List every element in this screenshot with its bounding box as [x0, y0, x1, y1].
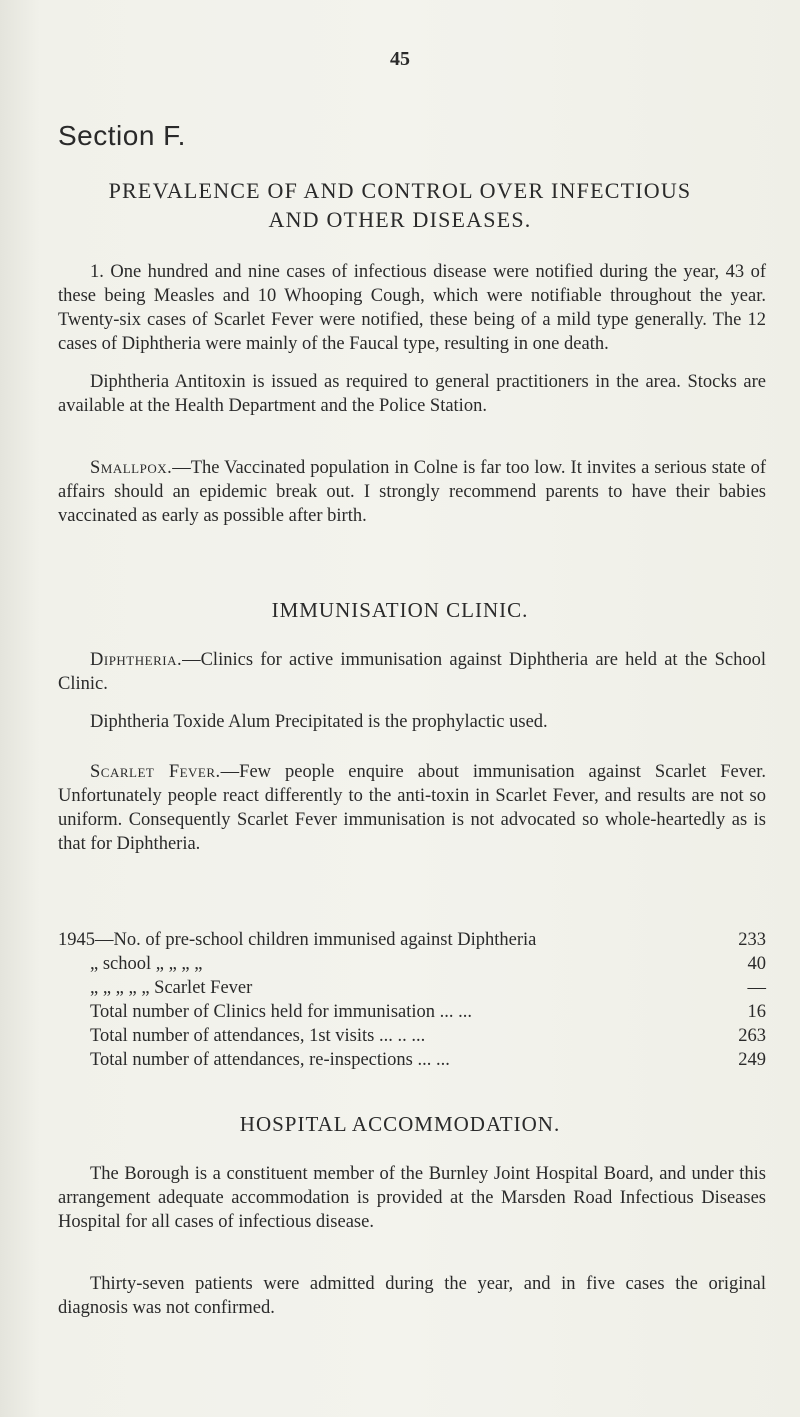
stat-label: „ school „ „ „ „	[90, 954, 203, 974]
paragraph-diphtheria-antitoxin: Diphtheria Antitoxin is issued as required to general practitioners in the area. Stocks are available at the Health Department and the Police Station.	[58, 372, 766, 416]
stat-value: 40	[747, 954, 766, 974]
stat-row	[58, 1048, 766, 1072]
stat-value: 263	[738, 1026, 766, 1046]
main-heading	[0, 176, 800, 234]
stat-row	[58, 952, 766, 976]
stat-label: 1945—No. of pre-school children immunised against Diphtheria	[58, 930, 537, 950]
stat-value: 233	[738, 930, 766, 950]
smallpox-lead: Smallpox.	[90, 458, 173, 478]
stat-row	[58, 928, 766, 952]
paragraph-toxide: Diphtheria Toxide Alum Precipitated is the prophylactic used.	[90, 712, 548, 732]
main-heading-line2: AND OTHER DISEASES.	[268, 207, 532, 232]
stat-label: Total number of attendances, re-inspections ... ...	[90, 1050, 450, 1070]
smallpox-body: —The Vaccinated population in Colne is far too low. It invites a serious state of affairs should an epidemic break out. I strongly recommend parents to have their babies vaccinated as early as possible after birth.	[58, 458, 766, 526]
stat-label: Total number of Clinics held for immunisation ... ...	[90, 1002, 473, 1022]
stat-value: —	[747, 978, 766, 998]
immunisation-stats-table	[58, 928, 766, 1072]
paragraph-admissions: Thirty-seven patients were admitted during the year, and in five cases the original diagnosis was not confirmed.	[58, 1274, 766, 1318]
paragraph-smallpox	[58, 456, 766, 528]
scarlet-fever-body: —Few people enquire about immunisation against Scarlet Fever. Unfortunately people react differently to the anti-toxin in Scarlet Fever, and results are not so uniform. Consequently Scarlet Fever immunisation is not advocated so whole-heartedly as is that for Diphtheria.	[58, 762, 766, 854]
stat-label: „ „ „ „ „ Scarlet Fever	[90, 978, 253, 998]
stat-row	[58, 1024, 766, 1048]
page-number: 45	[390, 48, 410, 70]
stat-row	[58, 976, 766, 1000]
paragraph-infectious-cases: 1. One hundred and nine cases of infectious disease were notified during the year, 43 of these being Measles and 10 Whooping Cough, which were notifiable throughout the year. Twenty-six cases of Scarlet Fever were notified, these being of a mild type generally. The 12 cases of Diphtheria were mainly of the Faucal type, resulting in one death.	[58, 262, 766, 354]
stat-value: 249	[738, 1050, 766, 1070]
paragraph-diphtheria-clinics	[58, 648, 766, 696]
diphtheria-body: —Clinics for active immunisation against Diphtheria are held at the School Clinic.	[58, 650, 766, 694]
scarlet-fever-lead: Scarlet Fever.	[90, 762, 221, 782]
stat-label: Total number of attendances, 1st visits ... .. ...	[90, 1026, 426, 1046]
section-title: Section F.	[58, 120, 186, 151]
hospital-heading: HOSPITAL ACCOMMODATION.	[239, 1112, 561, 1136]
immunisation-heading: IMMUNISATION CLINIC.	[271, 598, 529, 622]
main-heading-line1: PREVALENCE OF AND CONTROL OVER INFECTIOUS	[108, 178, 692, 203]
stat-value: 16	[747, 1002, 766, 1022]
paragraph-scarlet-fever	[58, 760, 766, 856]
diphtheria-lead: Diphtheria.	[90, 650, 183, 670]
paragraph-hospital-board: The Borough is a constituent member of the Burnley Joint Hospital Board, and under this arrangement adequate accommodation is provided at the Marsden Road Infectious Diseases Hospital for all cases of infectious disease.	[58, 1164, 766, 1232]
stat-row	[58, 1000, 766, 1024]
